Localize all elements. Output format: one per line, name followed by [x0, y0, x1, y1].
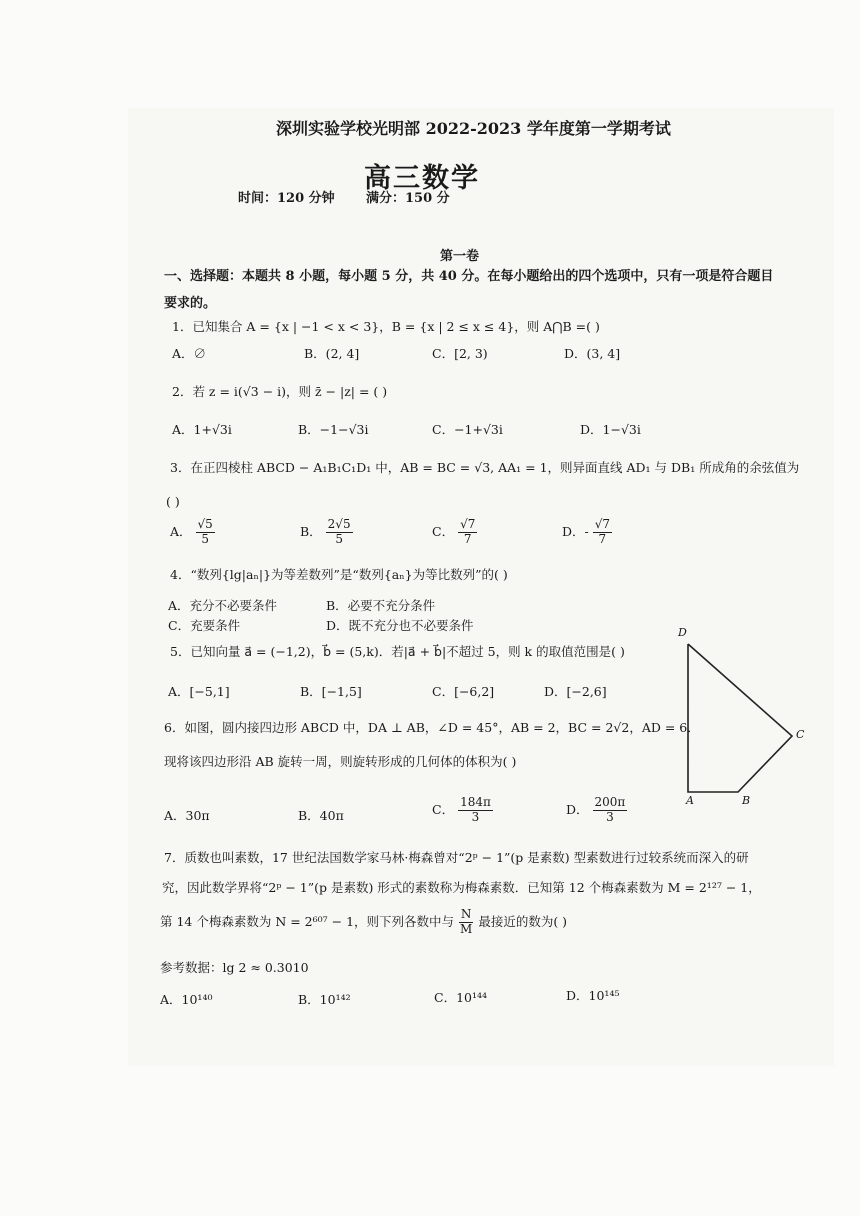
q6-option-d-label: D． [566, 801, 589, 817]
question-7-stem-line1: 7．质数也叫素数，17 世纪法国数学家马林·梅森曾对“2ᵖ − 1”(p 是素数) 型素数进行过较系统而深入的研 [164, 850, 749, 865]
q7-ratio-numerator: N [460, 907, 472, 921]
q3-answer-paren: ( ) [166, 494, 180, 509]
q6-option-c-fraction [458, 796, 493, 825]
q3-option-d-label: D．- [562, 523, 589, 539]
quadrilateral-outline [688, 644, 792, 792]
q6-option-d-fraction [593, 796, 628, 825]
q3-option-a-label: A． [170, 523, 192, 539]
exam-title: 深圳实验学校光明部 2022-2023 学年度第一学期考试 [276, 119, 671, 138]
q4-option-c: C．充要条件 [168, 618, 241, 633]
q3-option-c [432, 518, 477, 547]
q7-ratio-fraction [458, 908, 474, 937]
q7-ratio-denominator: M [460, 921, 473, 936]
q1-option-a: A．∅ [172, 346, 207, 361]
question-7-stem-line2: 究，因此数学界将“2ᵖ − 1”(p 是素数) 形式的素数称为梅森素数．已知第 12 个梅森素数为 M = 2¹²⁷ − 1， [162, 880, 761, 895]
q7-option-c: C．10¹⁴⁴ [434, 990, 488, 1005]
part-title: 第一卷 [440, 249, 480, 264]
vertex-label-d: D [678, 626, 687, 639]
section-intro-line2: 要求的。 [164, 296, 217, 311]
q3-option-c-label: C． [432, 523, 455, 539]
subject-title: 高三数学 [364, 163, 480, 194]
q5-option-c: C．[−6,2] [432, 684, 495, 699]
q3-c-numerator: √7 [460, 517, 476, 531]
q3-option-b-fraction [326, 518, 353, 547]
q3-b-denominator: 5 [335, 531, 343, 546]
q6-d-numerator: 200π [594, 795, 626, 809]
vertex-label-a: A [686, 794, 694, 807]
q3-option-d [562, 518, 612, 547]
question-6-stem-line2: 现将该四边形沿 AB 旋转一周，则旋转形成的几何体的体积为( ) [164, 754, 517, 769]
question-1-stem: 1．已知集合 A = {x | −1 < x < 3}，B = {x | 2 ≤ x ≤ 4}，则 A⋂B =( ) [172, 319, 600, 334]
quadrilateral-diagram [674, 624, 814, 814]
q3-d-denominator: 7 [598, 531, 607, 546]
q6-option-b: B．40π [298, 808, 344, 823]
q6-c-denominator: 3 [471, 809, 480, 824]
exam-time: 时间：120 分钟 [238, 191, 335, 206]
q4-option-b: B．必要不充分条件 [326, 598, 436, 613]
q7-option-b: B．10¹⁴² [298, 992, 351, 1007]
q7-stem-prefix: 第 14 个梅森素数为 N = 2⁶⁰⁷ − 1，则下列各数中与 [160, 913, 455, 929]
q2-option-a: A．1+√3i [172, 422, 232, 437]
question-6-stem-line1: 6．如图，圆内接四边形 ABCD 中，DA ⊥ AB，∠D = 45°，AB = 2，BC = 2√2，AD = 6． [164, 720, 700, 735]
q1-option-c: C．[2, 3) [432, 346, 488, 361]
q3-a-denominator: 5 [201, 531, 209, 546]
q3-c-denominator: 7 [463, 531, 472, 546]
q1-option-b: B．(2, 4] [304, 346, 360, 361]
q6-option-d [566, 796, 627, 825]
exam-score: 满分：150 分 [366, 191, 450, 206]
question-4-stem: 4．“数列{lg|aₙ|}为等差数列”是“数列{aₙ}为等比数列”的( ) [170, 567, 508, 582]
q5-option-a: A．[−5,1] [168, 684, 230, 699]
q4-option-d: D．既不充分也不必要条件 [326, 618, 474, 633]
q3-b-numerator: 2√5 [327, 517, 351, 531]
vertex-label-b: B [742, 794, 751, 807]
q3-option-c-fraction [458, 518, 477, 547]
q1-option-d: D．(3, 4] [564, 346, 621, 361]
q7-option-a: A．10¹⁴⁰ [160, 992, 213, 1007]
q3-option-d-fraction [593, 518, 612, 547]
q7-reference-data: 参考数据：lg 2 ≈ 0.3010 [160, 960, 309, 975]
q3-option-b [300, 518, 353, 547]
question-2-stem: 2．若 z = i(√3 − i)，则 z̄ − |z| = ( ) [172, 384, 388, 399]
vertex-label-c: C [796, 728, 805, 741]
q6-option-c-label: C． [432, 801, 455, 817]
q3-option-a [170, 518, 215, 547]
q2-option-c: C．−1+√3i [432, 422, 503, 437]
q6-c-numerator: 184π [460, 795, 491, 809]
q3-a-numerator: √5 [197, 517, 213, 531]
q3-option-b-label: B． [300, 523, 322, 539]
question-3-stem: 3．在正四棱柱 ABCD − A₁B₁C₁D₁ 中，AB = BC = √3, AA₁ = 1，则异面直线 AD₁ 与 DB₁ 所成角的余弦值为 [170, 460, 800, 475]
q7-option-d: D．10¹⁴⁵ [566, 988, 620, 1003]
q7-stem-suffix: 最接近的数为( ) [478, 913, 568, 929]
q3-option-a-fraction [196, 518, 215, 547]
question-5-stem: 5．已知向量 a⃗ = (−1,2)，b⃗ = (5,k)．若|a⃗ + b⃗|不超过 5，则 k 的取值范围是( ) [170, 644, 625, 659]
q6-option-c [432, 796, 493, 825]
q3-d-numerator: √7 [594, 517, 611, 531]
q6-d-denominator: 3 [606, 809, 614, 824]
q4-option-a: A．充分不必要条件 [168, 598, 278, 613]
q5-option-b: B．[−1,5] [300, 684, 362, 699]
quadrilateral-figure [674, 624, 814, 814]
q5-option-d: D．[−2,6] [544, 684, 607, 699]
q2-option-b: B．−1−√3i [298, 422, 369, 437]
q6-option-a: A．30π [164, 808, 210, 823]
question-7-stem-line3 [160, 908, 567, 937]
q2-option-d: D．1−√3i [580, 422, 641, 437]
section-intro-line1: 一、选择题：本题共 8 小题，每小题 5 分，共 40 分。在每小题给出的四个选项中，只有一项是符合题目 [164, 269, 774, 284]
